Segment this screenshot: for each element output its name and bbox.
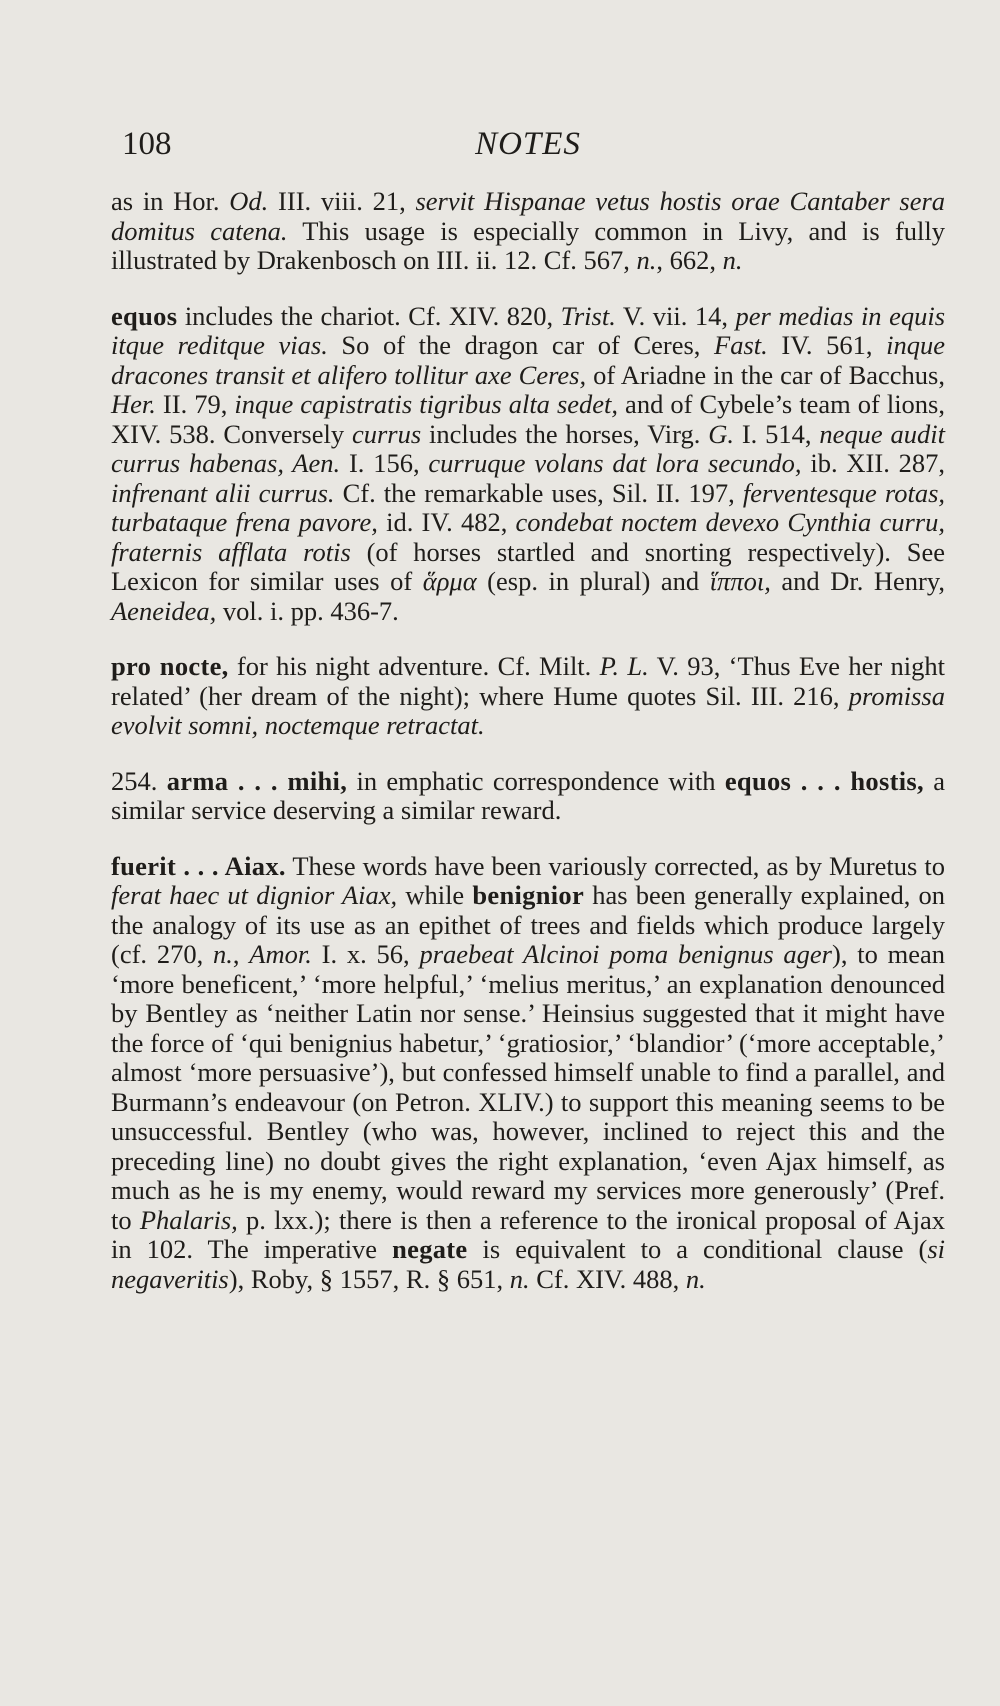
note-paragraph [111, 767, 945, 826]
text-run: I. 156, [340, 448, 429, 478]
text-run: a similar service deserving a similar reward. [111, 765, 945, 825]
lemma: arma . . . mihi, [166, 765, 348, 796]
italic-text: n. [636, 245, 657, 275]
italic-text: Aeneidea, [111, 595, 217, 626]
text-run: for his night adventure. Cf. Milt. [228, 651, 600, 681]
text-run: III. viii. 21, [268, 186, 416, 216]
text-run: vol. i. pp. 436-7. [216, 595, 399, 626]
italic-text: servit Hispanae vetus hostis orae Cantaber sera domitus catena. [111, 186, 946, 246]
text-run: V. vii. 14, [615, 300, 736, 331]
italic-text: P. L. [599, 651, 649, 681]
italic-text: curruque volans dat lora secundo, [428, 448, 802, 478]
text-run: while [397, 880, 473, 910]
text-run: I. x. 56, [311, 939, 420, 969]
text-run: IV. 561, [767, 330, 887, 360]
lemma: negate [392, 1234, 468, 1264]
text-run: in emphatic correspondence with [347, 765, 725, 796]
text-run: 254. [111, 765, 167, 796]
text-run: ib. XII. 287, [801, 448, 946, 478]
text-run: includes the horses, Virg. [421, 418, 709, 449]
italic-text: promissa evolvit somni, noctemque retractat. [111, 680, 945, 740]
italic-text: praebeat Alcinoi poma benignus ager [419, 939, 832, 969]
italic-text: n. [685, 1263, 706, 1294]
page-header [118, 126, 938, 170]
text-run: These words have been variously corrected, as by Muretus to [285, 850, 945, 881]
italic-text: Her. [111, 389, 156, 419]
page-number: 108 [122, 126, 172, 162]
italic-text: Amor. [249, 939, 312, 969]
italic-text: per medias in equis itque reditque vias. [111, 300, 946, 360]
italic-text: infrenant alii currus. [111, 477, 335, 508]
text-run: has been generally explained, on the analogy of its use as an epithet of trees and fields which produce largely (cf. 270, [111, 880, 945, 969]
italic-text: Phalaris, [139, 1204, 238, 1235]
italic-text: ἅρμα [422, 566, 477, 596]
note-paragraph [111, 187, 945, 276]
text-run: and Dr. Henry, [770, 566, 945, 596]
italic-text: neque audit currus habenas, Aen. [111, 418, 945, 478]
italic-text: n. [722, 245, 743, 275]
text-run: p. lxx.); there is then a reference to the ironical proposal of Ajax in 102. The imperative [111, 1204, 945, 1264]
text-run: This usage is especially common in Livy, and is fully illustrated by Drakenbosch on III. ii. 12. Cf. 567, [111, 215, 945, 275]
text-run: as in Hor. [111, 186, 230, 216]
italic-text: inque dracones transit et alifero tollitur axe Ceres, [111, 330, 945, 390]
running-title: NOTES [475, 126, 581, 162]
text-run: I. 514, [733, 418, 820, 449]
italic-text: si negaveritis [111, 1234, 945, 1294]
italic-text: Fast. [714, 330, 768, 360]
lemma: benignior [472, 880, 585, 910]
text-run: (esp. in plural) and [476, 566, 710, 596]
italic-text: Od. [229, 186, 269, 216]
italic-text: Trist. [560, 300, 616, 331]
lemma: equos . . . hostis, [724, 765, 924, 796]
italic-text: condebat noctem devexo Cynthia curru, fraternis afflata rotis [111, 507, 945, 567]
italic-text: ferat haec ut dignior Aiax, [111, 880, 398, 910]
lemma: fuerit . . . Aiax. [111, 850, 286, 881]
notes-body [111, 187, 945, 1294]
italic-text: ἵπποι, [709, 566, 771, 596]
note-paragraph [111, 302, 945, 627]
text-run: id. IV. 482, [377, 507, 516, 537]
text-run: includes the chariot. Cf. XIV. 820, [177, 300, 561, 331]
text-run: ), Roby, § 1557, R. § 651, [228, 1263, 510, 1294]
text-run: is equivalent to a conditional clause ( [467, 1234, 928, 1264]
italic-text: G. [708, 418, 734, 449]
text-run: and of Cybele’s team of lions, XIV. 538. Conversely [111, 389, 945, 449]
note-paragraph [111, 652, 945, 741]
text-run: of Ariadne in the car of Bacchus, [586, 359, 945, 390]
text-run: (of horses startled and snorting respectively). See Lexicon for similar uses of [111, 536, 945, 596]
note-paragraph [111, 852, 945, 1295]
text-run: Cf. the remarkable uses, Sil. II. 197, [334, 477, 743, 508]
italic-text: currus [351, 418, 422, 449]
text-run: ), to mean ‘more beneficent,’ ‘more helpful,’ ‘melius meritus,’ an explanation denounced by Bentley as ‘neither Latin nor sense.’ Heinsius suggested that it might have the force of ‘qui benignius habetur,’ ‘gratiosior,’ ‘blandior’ (‘more acceptable,’ almost ‘more persuasive’), but confessed himself unable to find a parallel, and Burmann’s endeavour (on Petron. XLIV.) to support this meaning seems to be unsuccessful. Bentley (who was, however, inclined to reject this and the preceding line) no doubt gives the right explanation, ‘even Ajax himself, as much as he is my enemy, would reward my services more generously’ (Pref. to [111, 939, 946, 1235]
text-run: , [232, 939, 250, 969]
lemma: equos [111, 300, 178, 331]
italic-text: n. [509, 1263, 530, 1294]
text-run: II. 79, [155, 389, 235, 419]
italic-text: inque capistratis tigribus alta sedet, [234, 389, 619, 419]
text-run: , 662, [656, 245, 723, 275]
text-run: So of the dragon car of Ceres, [327, 330, 715, 360]
italic-text: ferventesque rotas, turbataque frena pavore, [111, 477, 946, 537]
italic-text: n. [212, 939, 233, 969]
lemma: pro nocte, [111, 651, 229, 681]
text-run: V. 93, ‘Thus Eve her night related’ (her dream of the night); where Hume quotes Sil. III. 216, [111, 651, 945, 711]
text-run: Cf. XIV. 488, [529, 1263, 686, 1294]
